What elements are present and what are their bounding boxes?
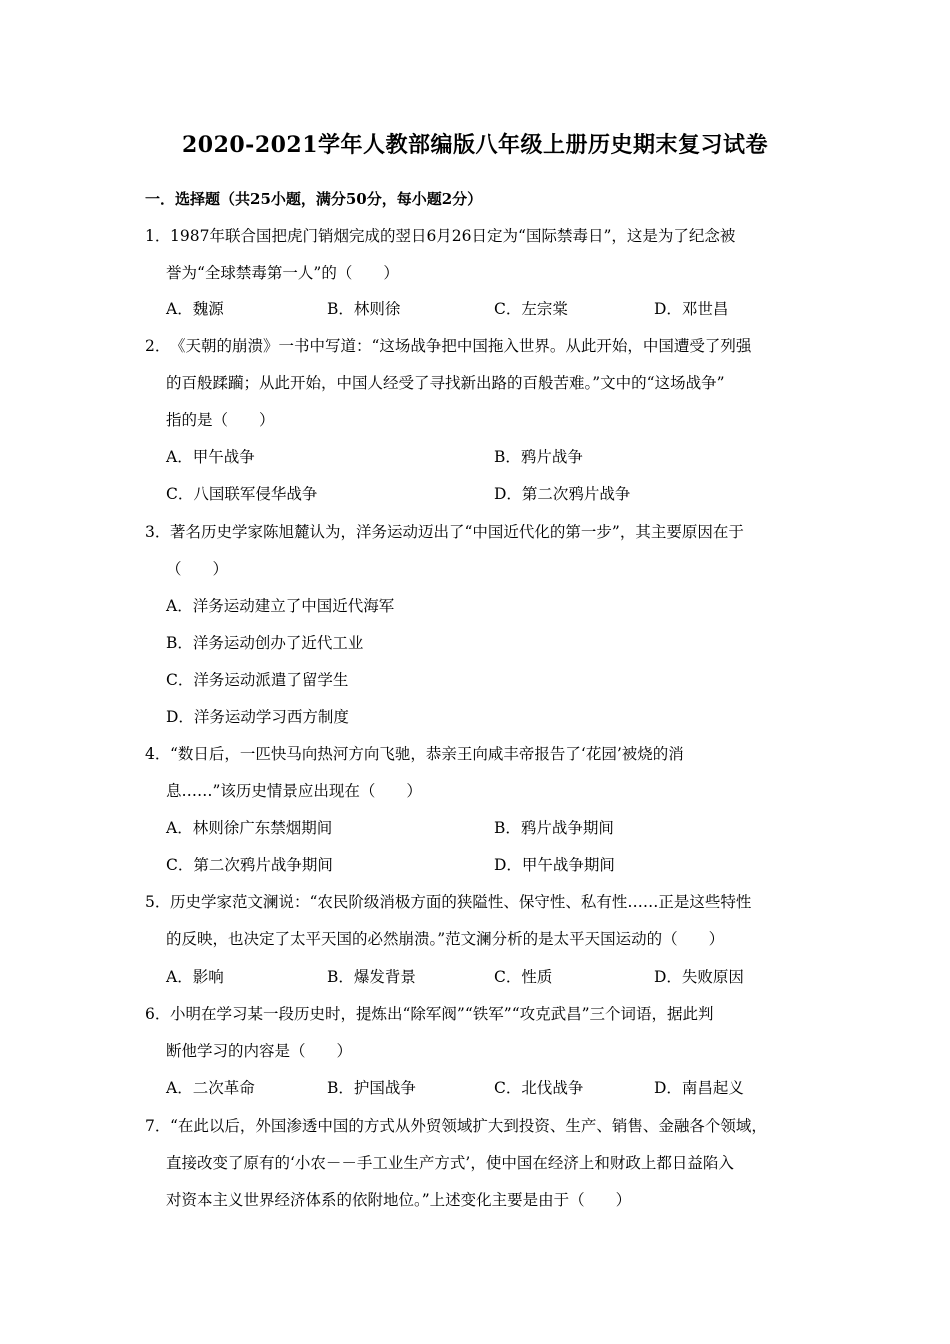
question-1-option-a[interactable]: A．魏源 — [166, 300, 224, 318]
exam-title: 2020-2021学年人教部编版八年级上册历史期末复习试卷 — [181, 132, 769, 158]
question-4-number: 4． — [145, 745, 171, 763]
question-3-option-a[interactable]: A．洋务运动建立了中国近代海军 — [166, 597, 395, 615]
question-3-option-c[interactable]: C．洋务运动派遣了留学生 — [166, 671, 349, 689]
question-4-option-c[interactable]: C．第二次鸦片战争期间 — [166, 856, 333, 874]
question-2-option-d[interactable]: D．第二次鸦片战争 — [494, 485, 631, 503]
question-6-number: 6． — [145, 1005, 171, 1023]
question-5-number: 5． — [145, 893, 171, 911]
question-1-option-d[interactable]: D．邓世昌 — [654, 300, 729, 318]
question-4-line-2: 息……”该历史情景应出现在（ ） — [166, 782, 422, 800]
question-1-line-2: 誉为“全球禁毒第一人”的（ ） — [166, 264, 399, 282]
question-6-line-1: 小明在学习某一段历史时，提炼出“除军阀”“铁军”“攻克武昌”三个词语，据此判 — [170, 1005, 714, 1023]
question-5-option-b[interactable]: B．爆发背景 — [327, 968, 416, 986]
question-3-option-d[interactable]: D．洋务运动学习西方制度 — [166, 708, 349, 726]
question-2-option-b[interactable]: B．鸦片战争 — [494, 448, 583, 466]
question-2-line-3: 指的是（ ） — [166, 411, 275, 429]
question-2-line-2: 的百般蹂躏；从此开始，中国人经受了寻找新出路的百般苦难。”文中的“这场战争” — [166, 374, 725, 392]
question-4-option-d[interactable]: D．甲午战争期间 — [494, 856, 615, 874]
question-2-line-1: 《天朝的崩溃》一书中写道：“这场战争把中国拖入世界。从此开始，中国遭受了列强 — [170, 337, 752, 355]
question-7-line-1: “在此以后，外国渗透中国的方式从外贸领域扩大到投资、生产、销售、金融各个领域， — [170, 1117, 767, 1135]
question-3-line-2: （ ） — [166, 560, 229, 578]
question-6-option-b[interactable]: B．护国战争 — [327, 1079, 416, 1097]
question-4-line-1: “数日后，一匹快马向热河方向飞驰，恭亲王向咸丰帝报告了‘花园’被烧的消 — [170, 745, 684, 763]
question-3-option-b[interactable]: B．洋务运动创办了近代工业 — [166, 634, 364, 652]
question-5-option-d[interactable]: D．失败原因 — [654, 968, 744, 986]
question-4-option-b[interactable]: B．鸦片战争期间 — [494, 819, 614, 837]
question-3-number: 3． — [145, 523, 171, 541]
question-6-option-a[interactable]: A．二次革命 — [166, 1079, 255, 1097]
question-6-line-2: 断他学习的内容是（ ） — [166, 1042, 353, 1060]
question-5-option-c[interactable]: C．性质 — [494, 968, 553, 986]
question-3-line-1: 著名历史学家陈旭麓认为，洋务运动迈出了“中国近代化的第一步”，其主要原因在于 — [170, 523, 744, 541]
question-2-option-a[interactable]: A．甲午战争 — [166, 448, 255, 466]
question-5-line-2: 的反映，也决定了太平天国的必然崩溃。”范文澜分析的是太平天国运动的（ ） — [166, 930, 725, 948]
question-7-line-3: 对资本主义世界经济体系的依附地位。”上述变化主要是由于（ ） — [166, 1191, 632, 1209]
section-heading: 一．选择题（共25小题，满分50分，每小题2分） — [145, 190, 483, 208]
question-5-option-a[interactable]: A．影响 — [166, 968, 224, 986]
question-1-number: 1． — [145, 227, 171, 245]
question-7-number: 7． — [145, 1117, 171, 1135]
question-5-line-1: 历史学家范文澜说：“农民阶级消极方面的狭隘性、保守性、私有性……正是这些特性 — [170, 893, 752, 911]
question-7-line-2: 直接改变了原有的‘小农－－手工业生产方式’，使中国在经济上和财政上都日益陷入 — [166, 1154, 734, 1172]
question-6-option-d[interactable]: D．南昌起义 — [654, 1079, 744, 1097]
question-1-option-c[interactable]: C．左宗棠 — [494, 300, 568, 318]
question-2-number: 2． — [145, 337, 171, 355]
question-1-line-1: 1987年联合国把虎门销烟完成的翌日6月26日定为“国际禁毒日”，这是为了纪念被 — [170, 227, 736, 245]
question-1-option-b[interactable]: B．林则徐 — [327, 300, 401, 318]
question-2-option-c[interactable]: C．八国联军侵华战争 — [166, 485, 318, 503]
question-4-option-a[interactable]: A．林则徐广东禁烟期间 — [166, 819, 333, 837]
question-6-option-c[interactable]: C．北伐战争 — [494, 1079, 584, 1097]
